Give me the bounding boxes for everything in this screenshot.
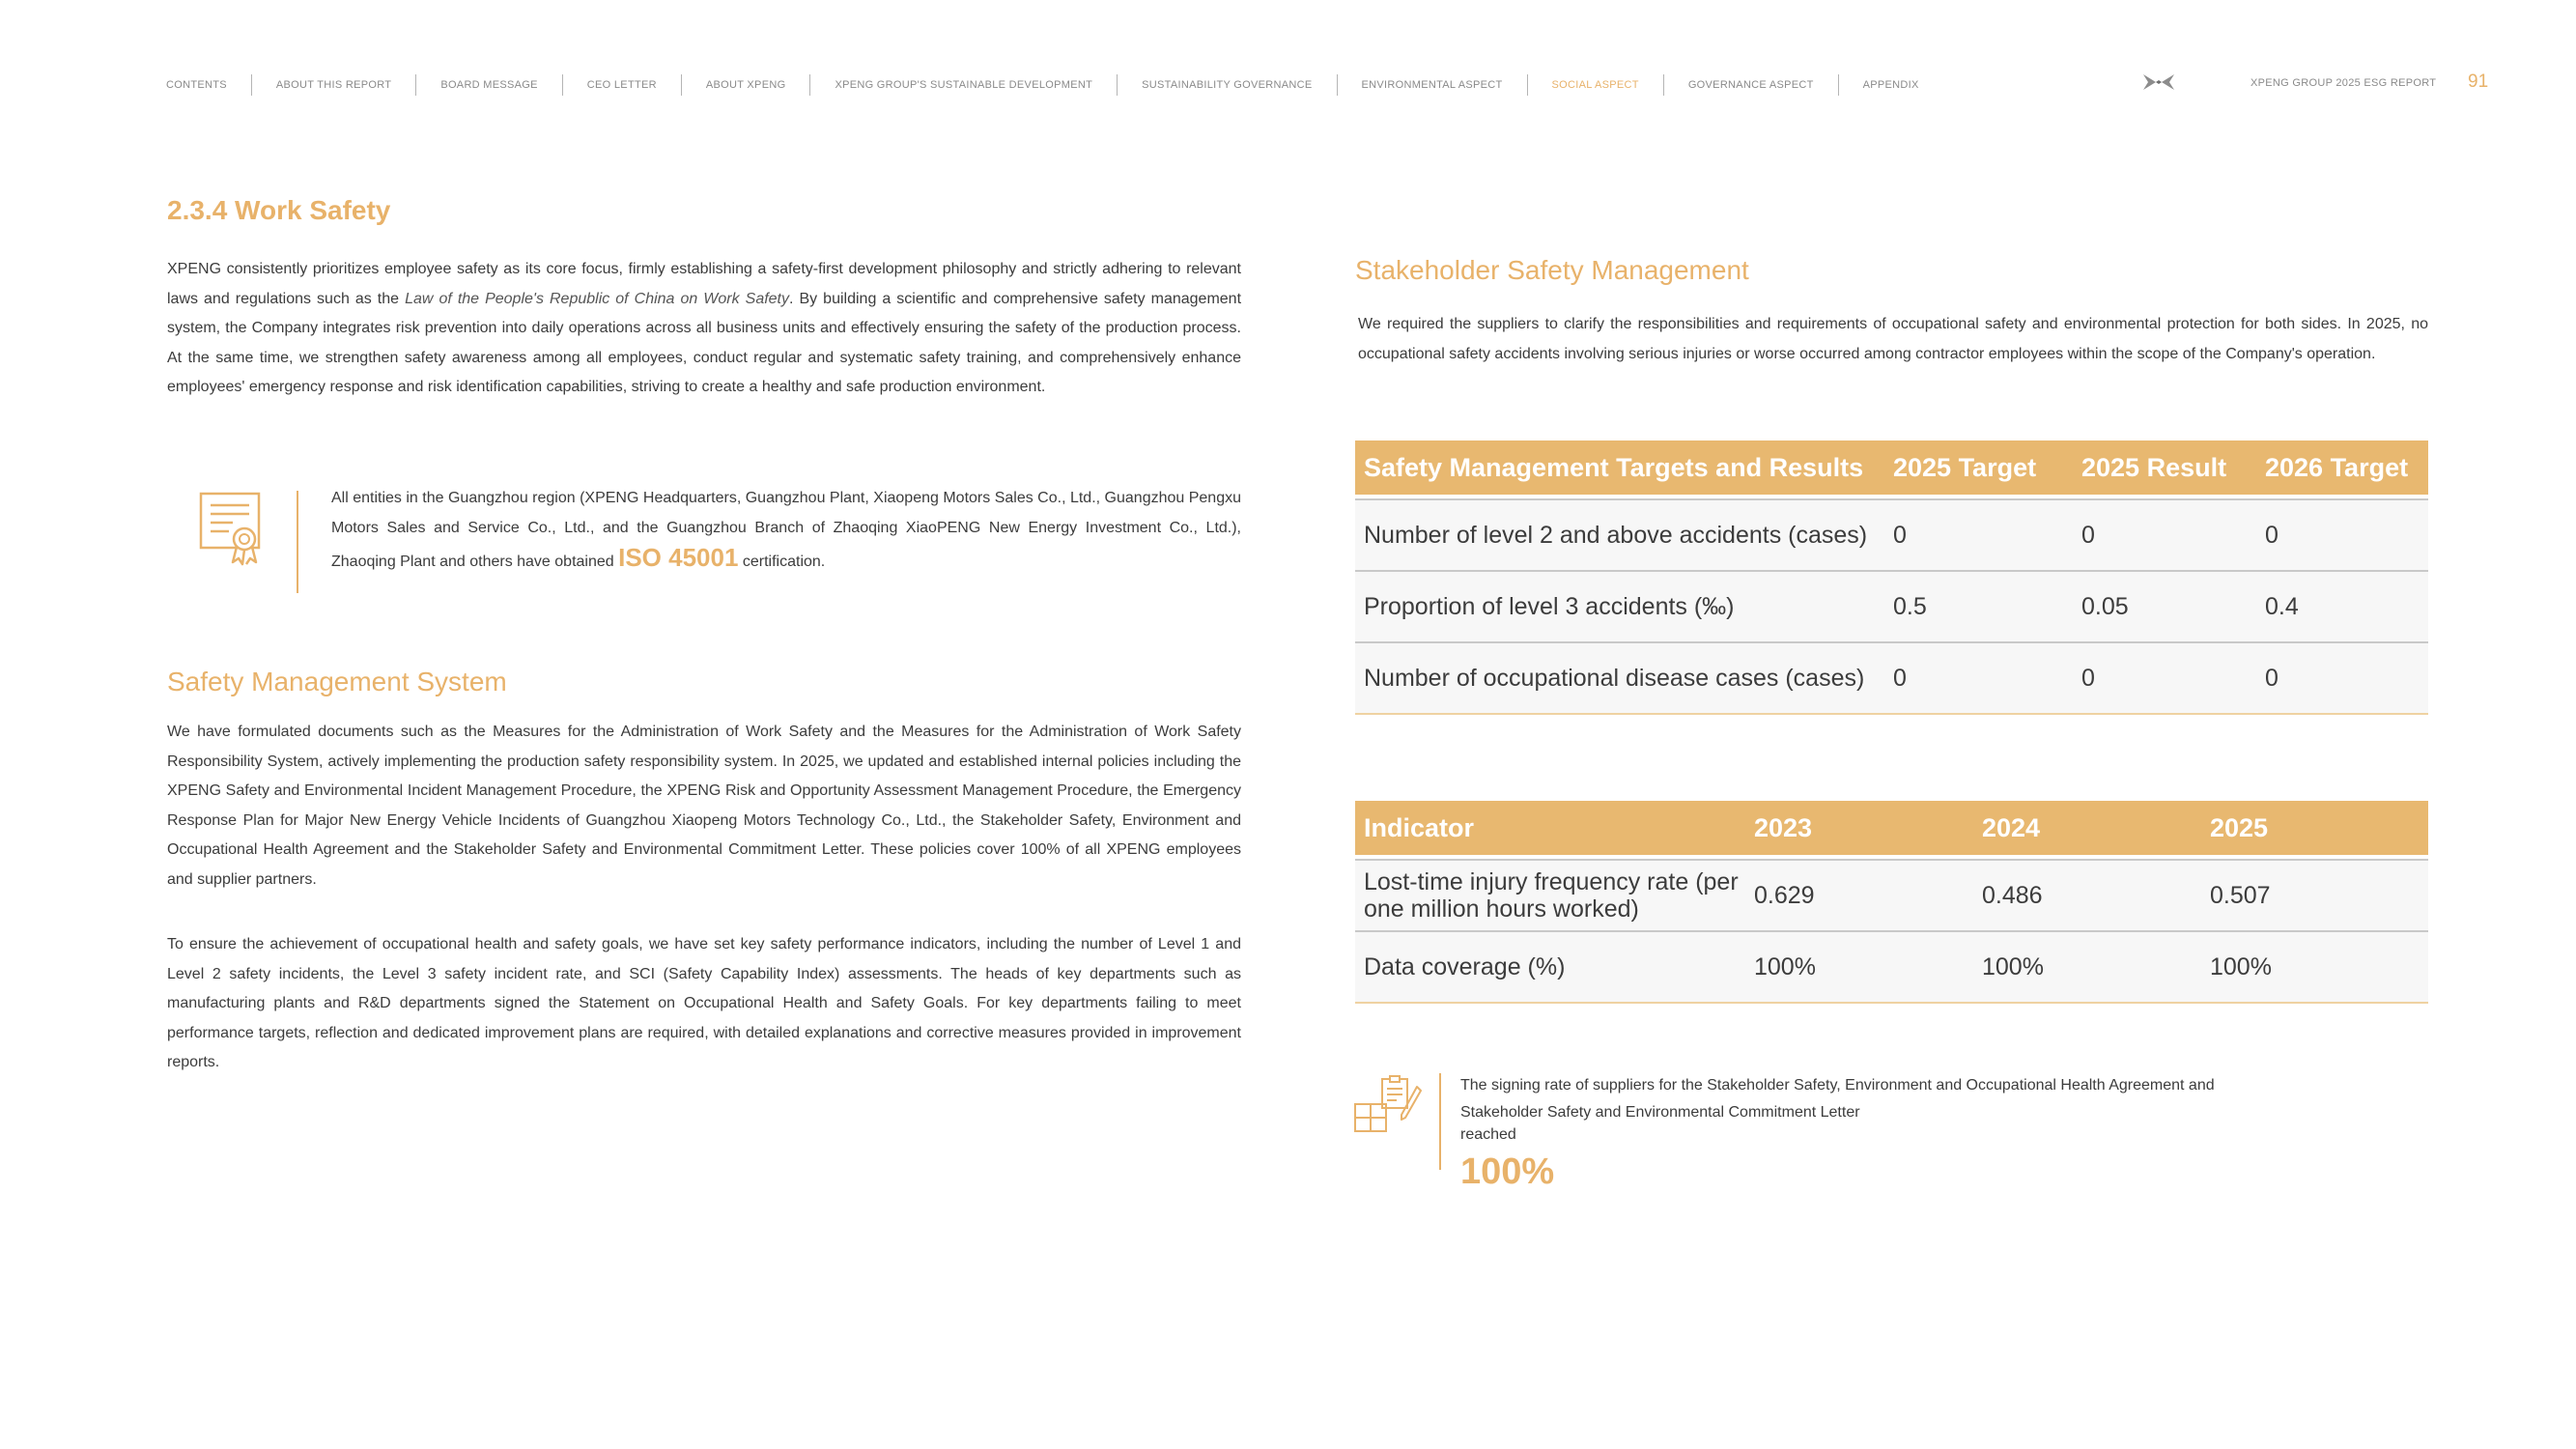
table-cell: 0.4: [2265, 593, 2299, 620]
table-cell: Number of occupational disease cases (cases): [1364, 665, 1865, 692]
intro-text-part2: . By building a scientific and comprehensive safety management system, the Company integrates risk prevention into daily operations across all business units and effectively ensuring the safety of the production process. At the same time, we strengthen safety awareness among all employees, conduct regular and systematic safety training, and comprehensively enhance employees' emergency response and risk identification capabilities, striving to create a healthy and safe production environment.: [167, 290, 1242, 396]
table-cell: Lost-time injury frequency rate (per one million hours worked): [1364, 868, 1739, 923]
agreement-signing-icon: [1353, 1075, 1423, 1135]
iso-standard-highlight: ISO 45001: [618, 543, 739, 573]
nav-item-contents[interactable]: CONTENTS: [166, 79, 227, 91]
table-cell: 0: [1893, 665, 1907, 692]
law-reference: Law of the People's Republic of China on Work Safety: [405, 290, 790, 307]
safety-system-heading: Safety Management System: [167, 667, 507, 696]
safety-system-paragraph-2: To ensure the achievement of occupational health and safety goals, we have set key safety performance indicators, including the number of Level 1 and Level 2 safety incidents, the Level 3 safety incident rate, and SCI (Safety Capability Index) assessments. The heads of key departments such as manufacturing plants and R&D departments signed the Statement on Occupational Health and Safety Goals. For key departments failing to meet performance targets, reflection and dedicated improvement plans are required, with detailed explanations and corrective measures provided in improvement reports.: [167, 936, 1241, 1071]
table-cell: 0: [2081, 522, 2095, 549]
supplier-callout-divider: [1439, 1073, 1441, 1170]
table-header-row: [1355, 440, 2428, 495]
stakeholder-heading: Stakeholder Safety Management: [1355, 255, 1749, 285]
nav-separator: [1527, 74, 1528, 96]
table-row: [1355, 570, 2428, 641]
nav-separator: [415, 74, 416, 96]
nav-item-social-aspect[interactable]: SOCIAL ASPECT: [1551, 79, 1639, 91]
table-cell: 0: [2265, 522, 2279, 549]
nav-separator: [681, 74, 682, 96]
nav-item-appendix[interactable]: APPENDIX: [1862, 79, 1919, 91]
nav-item-board-message[interactable]: BOARD MESSAGE: [440, 79, 538, 91]
safety-system-paragraph-1: We have formulated documents such as the Measures for the Administration of Work Safety and the Measures for the Administration of Work Safety Responsibility System, actively implementing the production safety responsibility system. In 2025, we updated and established internal policies including the XPENG Safety and Environmental Incident Management Procedure, the XPENG Risk and Opportunity Assessment Management Procedure, the Emergency Response Plan for Major New Energy Vehicle Incidents of Guangzhou Xiaopeng Motors Technology Co., Ltd., the Stakeholder Safety, Environment and Occupational Health Agreement and the Stakeholder Safety and Environmental Commitment Letter. These policies cover 100% of all XPENG employees and supplier partners.: [167, 724, 1241, 888]
nav-item-about-this-report[interactable]: ABOUT THIS REPORT: [275, 79, 392, 91]
xpeng-logo-icon[interactable]: [2142, 71, 2175, 93]
table-bottom-rule: [1355, 1002, 2428, 1004]
nav-separator: [1838, 74, 1839, 96]
table-header-cell: 2023: [1754, 813, 1813, 842]
section-title: 2.3.4 Work Safety: [167, 195, 391, 225]
iso-text-after: certification.: [738, 554, 826, 571]
table-cell: 0: [2265, 665, 2279, 692]
table-header-cell: Indicator: [1364, 813, 1475, 842]
nav-separator: [809, 74, 810, 96]
table-cell: Number of level 2 and above accidents (cases): [1364, 522, 1868, 549]
table-header-row: [1355, 801, 2428, 855]
table-cell: 0.507: [2210, 882, 2271, 909]
nav-item-ceo-letter[interactable]: CEO LETTER: [586, 79, 657, 91]
page-number: 91: [2468, 71, 2489, 92]
nav-separator: [1117, 74, 1118, 96]
table-cell: 0: [1893, 522, 1907, 549]
top-navigation: [166, 73, 1919, 97]
table-cell: 0.05: [2081, 593, 2129, 620]
iso-text-before: All entities in the Guangzhou region (XPENG Headquarters, Guangzhou Plant, Xiaopeng Motors Sales Co., Ltd., Guangzhou Pengxu Motors Sales and Service Co., Ltd., and the Guangzhou Branch of Zhaoqing XiaoPENG New Energy Investment Co., Ltd.), Zhaoqing Plant and others have obtained: [331, 490, 1241, 571]
safety-targets-table: [1355, 440, 2428, 715]
injury-indicator-table: [1355, 801, 2428, 1004]
table-header-cell: 2025 Target: [1893, 453, 2037, 482]
table-header-cell: 2025: [2210, 813, 2269, 842]
certificate-icon: [198, 491, 266, 568]
table-cell: 0: [2081, 665, 2095, 692]
intro-text-part1: XPENG consistently prioritizes employee safety as its core focus, firmly establishing a safety-first development philosophy and strictly adhering to relevant laws and regulations such as the: [167, 261, 1241, 307]
table-cell: Proportion of level 3 accidents (‰): [1364, 593, 1735, 620]
table-cell: 100%: [1754, 953, 1816, 980]
supplier-signing-reached: reached: [1460, 1126, 1516, 1143]
table-row: [1355, 930, 2428, 1002]
iso-certification-note: [331, 484, 1241, 578]
table-row: [1355, 641, 2428, 713]
report-name: XPENG GROUP 2025 ESG REPORT: [2250, 77, 2437, 89]
nav-separator: [1663, 74, 1664, 96]
nav-item-sustainable-development[interactable]: XPENG GROUP'S SUSTAINABLE DEVELOPMENT: [835, 79, 1093, 91]
table-cell: 0.5: [1893, 593, 1927, 620]
table-cell: 0.629: [1754, 882, 1815, 909]
table-header-cell: Safety Management Targets and Results: [1364, 453, 1864, 482]
nav-item-governance-aspect[interactable]: GOVERNANCE ASPECT: [1687, 79, 1814, 91]
nav-item-environmental-aspect[interactable]: ENVIRONMENTAL ASPECT: [1361, 79, 1503, 91]
table-cell: 100%: [1982, 953, 2044, 980]
table-header-cell: 2025 Result: [2081, 453, 2227, 482]
nav-item-sustainability-governance[interactable]: SUSTAINABILITY GOVERNANCE: [1142, 79, 1313, 91]
table-row: [1355, 859, 2428, 930]
table-row: [1355, 498, 2428, 570]
nav-separator: [251, 74, 252, 96]
nav-item-about-xpeng[interactable]: ABOUT XPENG: [705, 79, 786, 91]
iso-divider: [297, 491, 298, 593]
table-cell: Data coverage (%): [1364, 953, 1566, 980]
table-cell: 100%: [2210, 953, 2272, 980]
nav-separator: [562, 74, 563, 96]
supplier-signing-rate: 100%: [1460, 1151, 1555, 1192]
table-header-cell: 2026 Target: [2265, 453, 2409, 482]
table-header-cell: 2024: [1982, 813, 2041, 842]
nav-separator: [1337, 74, 1338, 96]
stakeholder-paragraph: We required the suppliers to clarify the responsibilities and requirements of occupational safety and environmental protection for both sides. In 2025, no occupational safety accidents involving serious injuries or worse occurred among contractor employees within the scope of the Company's operation.: [1358, 316, 2428, 362]
table-cell: 0.486: [1982, 882, 2043, 909]
table-bottom-rule: [1355, 713, 2428, 715]
supplier-signing-text: The signing rate of suppliers for the Stakeholder Safety, Environment and Occupational Health Agreement and Stakeholder Safety and Environmental Commitment Letter: [1460, 1077, 2215, 1121]
intro-paragraph: [167, 255, 1241, 403]
